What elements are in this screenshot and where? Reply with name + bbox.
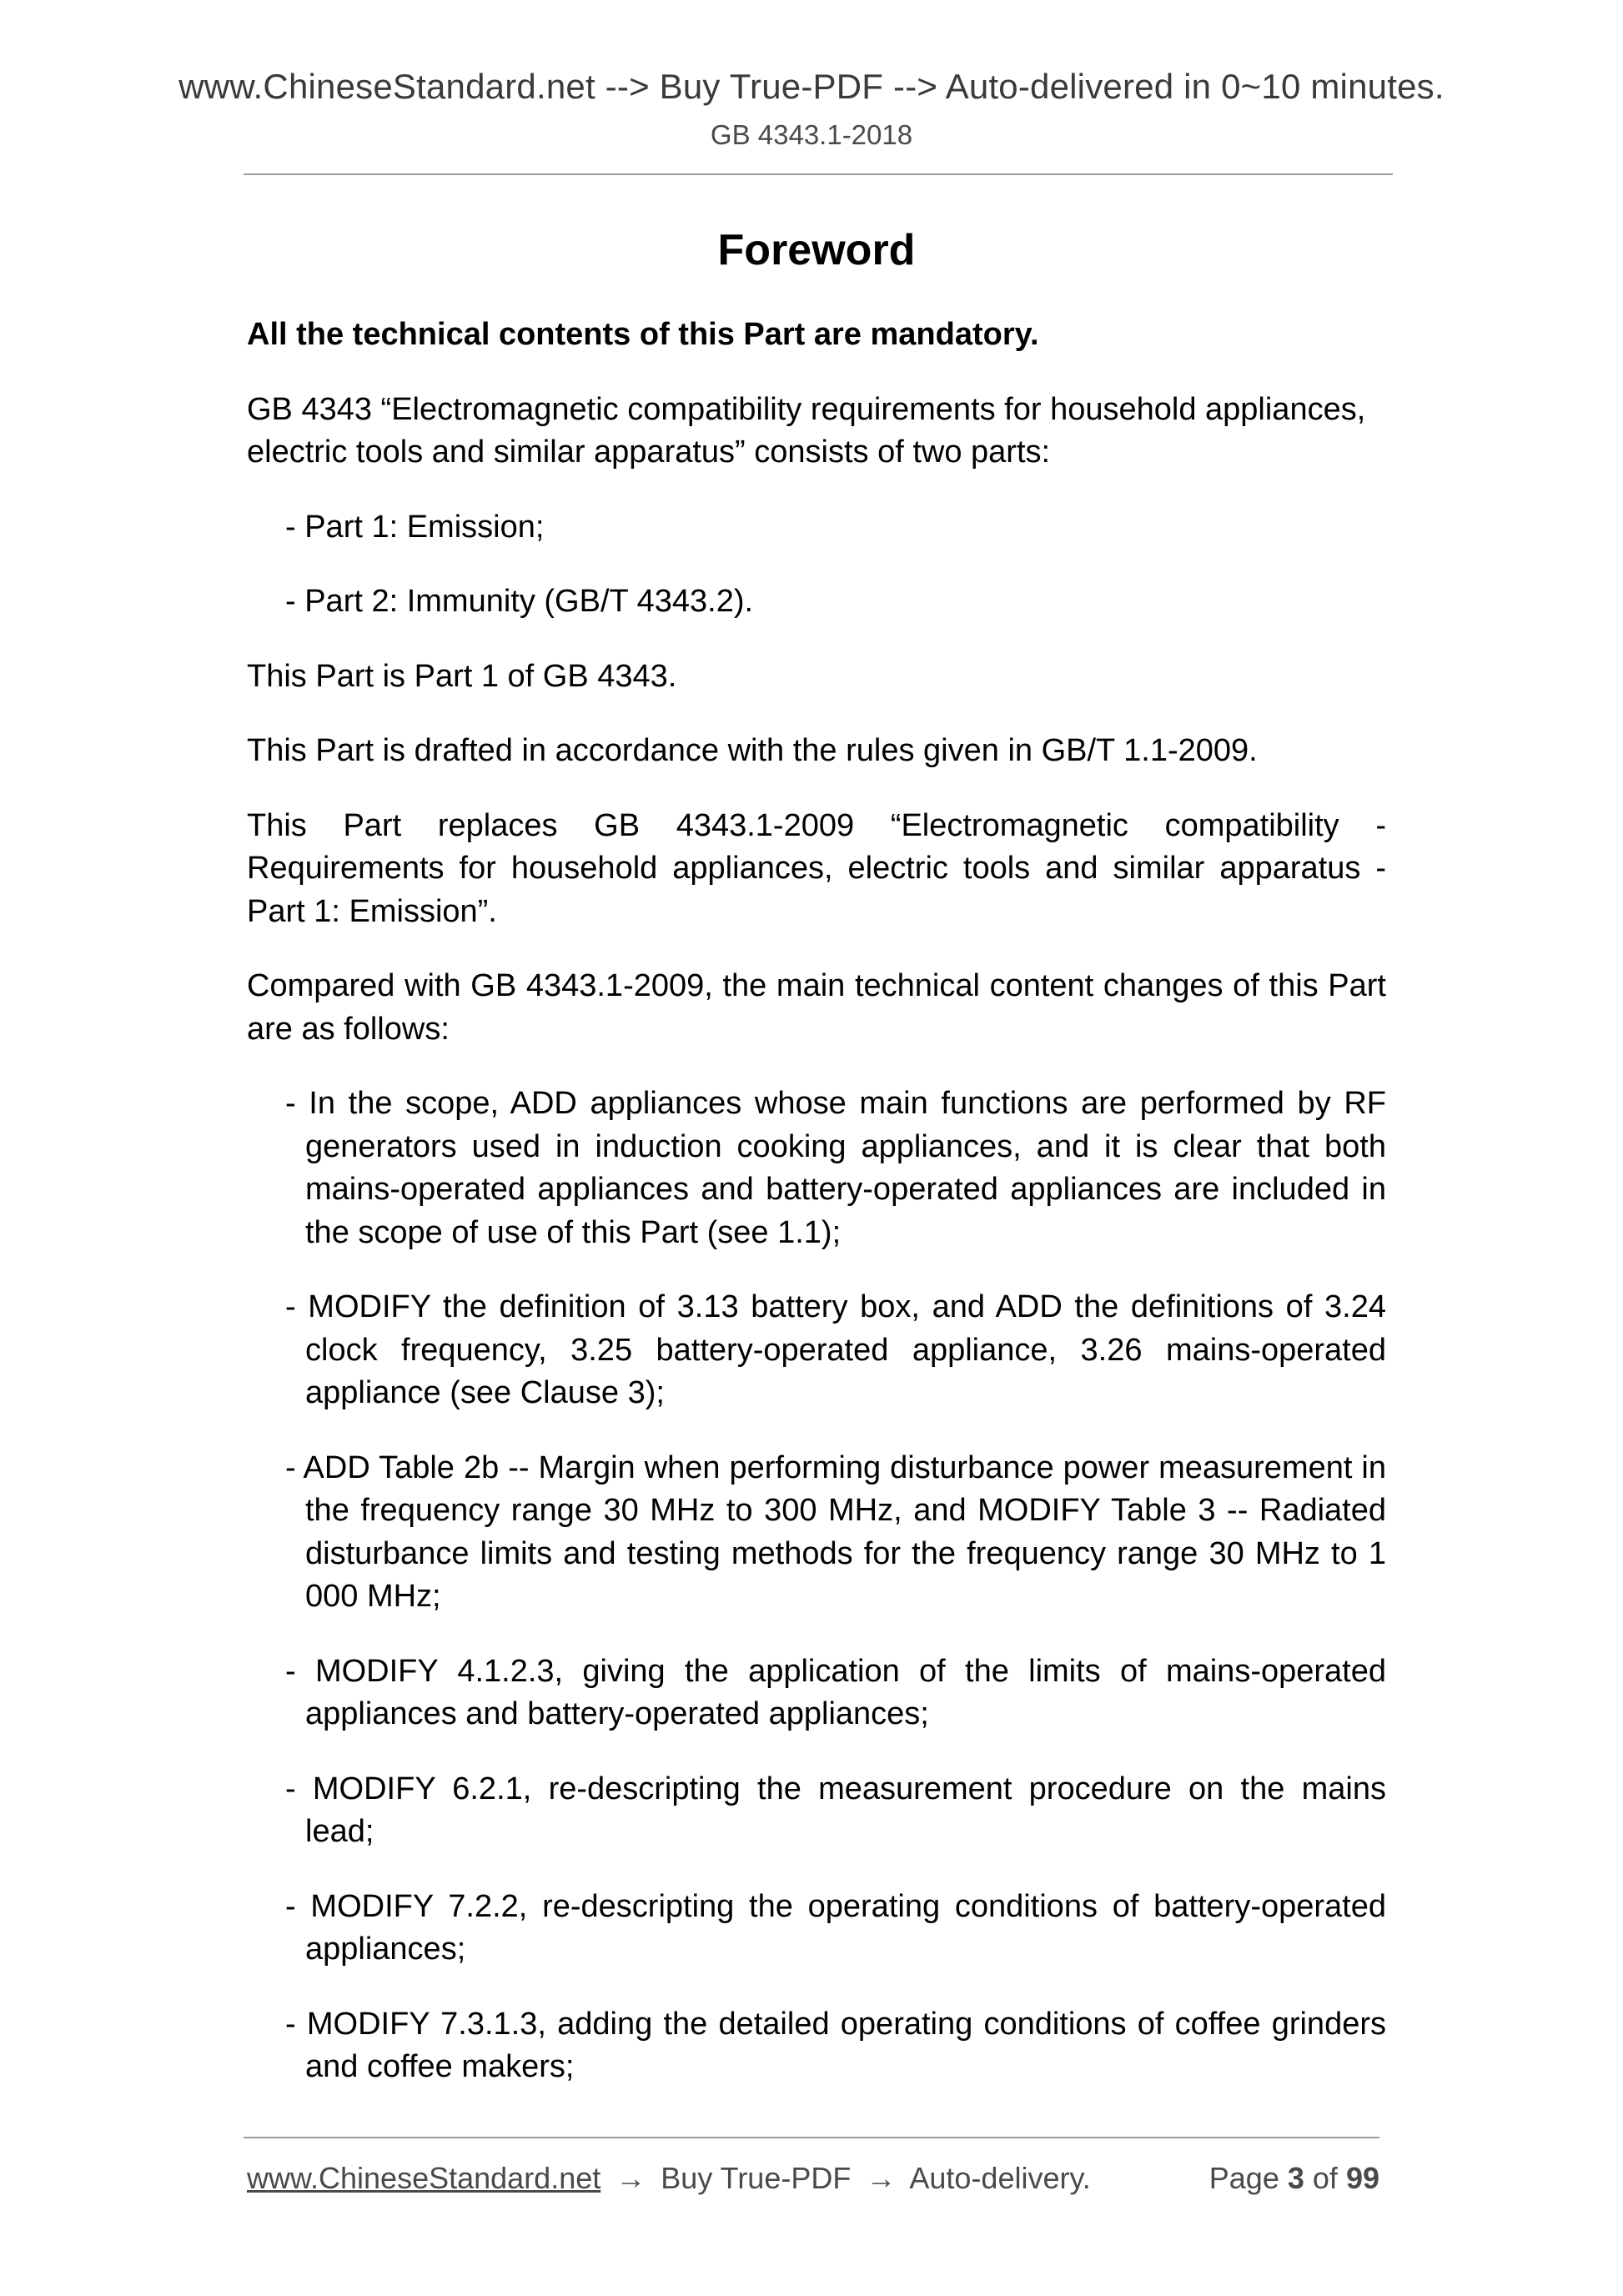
arrow-right-icon: → — [866, 2161, 897, 2195]
arrow-right-icon: → — [616, 2161, 646, 2195]
footer-promo — [247, 2155, 1091, 2202]
footer-divider — [244, 2137, 1379, 2138]
part-of-paragraph: This Part is Part 1 of GB 4343. — [247, 658, 677, 694]
list-item: - MODIFY 7.2.2, re-descripting the operating conditions of battery-operated appliances; — [285, 1888, 1386, 1967]
page-label: Page — [1208, 2161, 1279, 2195]
changes-list — [247, 1083, 1386, 2089]
page-indicator — [1209, 2155, 1379, 2202]
intro-paragraph: GB 4343 “Electromagnetic compatibility requirements for household appliances, electric tools and similar apparatus” consists of two parts: — [247, 391, 1366, 470]
list-item: - MODIFY 4.1.2.3, giving the application of the limits of mains-operated appliances and battery-operated appliances; — [285, 1653, 1386, 1731]
footer-buy-text: Buy True-PDF — [661, 2161, 852, 2195]
header-banner: www.ChineseStandard.net --> Buy True-PDF --> Auto-delivered in 0~10 minutes. — [178, 67, 1445, 106]
footer-website-link[interactable]: www.ChineseStandard.net — [247, 2161, 601, 2195]
page-number: 3 — [1287, 2161, 1304, 2195]
drafted-paragraph: This Part is drafted in accordance with the rules given in GB/T 1.1-2009. — [247, 733, 1258, 768]
page-footer — [247, 2155, 1379, 2202]
parts-list — [247, 506, 1386, 624]
list-item: - Part 1: Emission; — [285, 509, 545, 545]
footer-delivery-text: Auto-delivery. — [909, 2161, 1091, 2195]
standard-code: GB 4343.1-2018 — [710, 119, 913, 150]
total-pages: 99 — [1345, 2161, 1379, 2195]
page-header — [0, 63, 1623, 153]
of-label: of — [1312, 2161, 1338, 2195]
header-divider — [244, 173, 1393, 175]
page-title: Foreword — [717, 226, 916, 274]
list-item: - Part 2: Immunity (GB/T 4343.2). — [285, 584, 754, 619]
list-item: - MODIFY 6.2.1, re-descripting the measurement procedure on the mains lead; — [285, 1771, 1386, 1849]
document-body — [247, 219, 1386, 2121]
list-item: - In the scope, ADD appliances whose main functions are performed by RF generators used in induction cooking appliances, and it is clear that both mains-operated appliances and battery-operated appliances are included in the scope of use of this Part (see 1.1); — [285, 1086, 1386, 1250]
replaces-paragraph: This Part replaces GB 4343.1-2009 “Electromagnetic compatibility - Requirements for household appliances, electric tools and similar apparatus - Part 1: Emission”. — [247, 807, 1386, 929]
list-item: - MODIFY 7.3.1.3, adding the detailed operating conditions of coffee grinders and coffee makers; — [285, 2006, 1386, 2084]
list-item: - MODIFY the definition of 3.13 battery box, and ADD the definitions of 3.24 clock frequency, 3.25 battery-operated appliance, 3.26 mains-operated appliance (see Clause 3); — [285, 1289, 1386, 1410]
list-item: - ADD Table 2b -- Margin when performing disturbance power measurement in the frequency range 30 MHz to 300 MHz, and MODIFY Table 3 -- Radiated disturbance limits and testing methods for the frequency range 30 MHz to 1 000 MHz; — [285, 1449, 1386, 1614]
mandatory-statement: All the technical contents of this Part are mandatory. — [247, 317, 1039, 352]
compared-paragraph: Compared with GB 4343.1-2009, the main technical content changes of this Part are as follows: — [247, 968, 1386, 1047]
